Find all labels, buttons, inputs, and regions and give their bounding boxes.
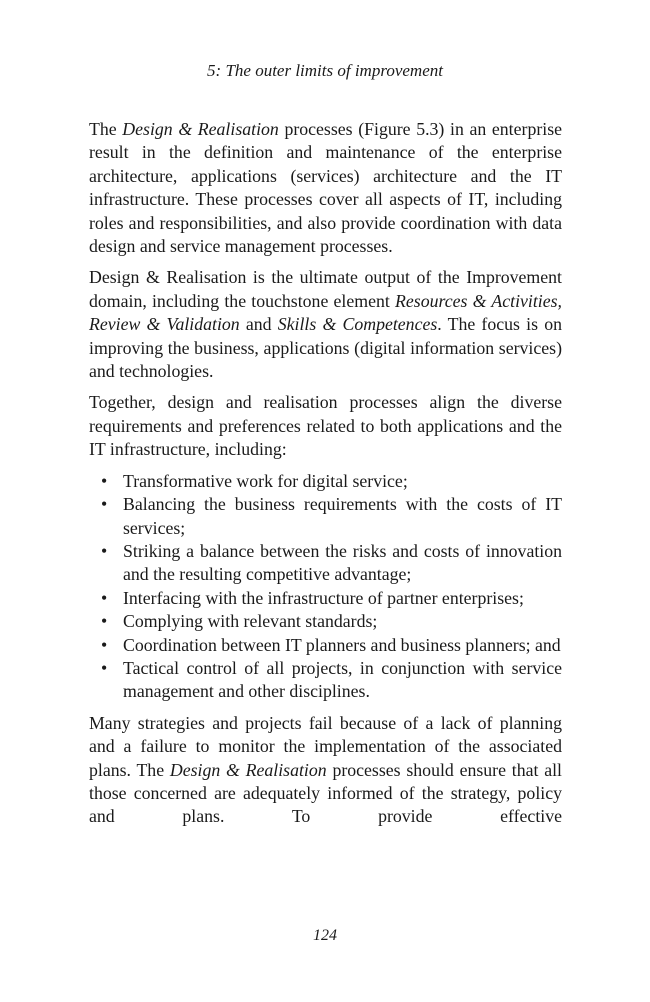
paragraph-intro bbox=[89, 118, 562, 258]
bullet-icon: • bbox=[101, 494, 108, 515]
text-run: The bbox=[89, 119, 123, 139]
bullet-icon: • bbox=[101, 611, 108, 632]
list-item-text: Coordination between IT planners and business planners; and bbox=[123, 634, 561, 655]
list-item-text: Transformative work for digital service; bbox=[123, 470, 408, 491]
list-item bbox=[89, 610, 562, 633]
page-number: 124 bbox=[313, 927, 337, 944]
text-run: processes should ensure that all those concerned are adequately informed of the strategy, policy and plans. To provide effective bbox=[89, 759, 562, 827]
text-run: Many strategies and projects fail because of a lack of planning and a failure to monitor the implementation of the associated plans. The bbox=[89, 712, 562, 780]
text-run-italic: Skills & Competences bbox=[277, 314, 438, 335]
list-item-text: Interfacing with the infrastructure of partner enterprises; bbox=[123, 587, 524, 608]
bullet-icon: • bbox=[101, 470, 108, 491]
text-run-italic: Design & Realisation bbox=[169, 759, 327, 780]
paragraph-improvement bbox=[89, 266, 562, 383]
paragraph-closing bbox=[89, 712, 562, 829]
text-run-italic: Design & Realisation bbox=[122, 119, 279, 139]
list-item bbox=[89, 470, 562, 493]
list-item bbox=[89, 587, 562, 610]
list-item-text: Striking a balance between the risks and costs of innovation and the resulting competitive advantage; bbox=[123, 540, 562, 585]
running-head: 5: The outer limits of improvement bbox=[207, 61, 443, 80]
list-item bbox=[89, 540, 562, 587]
text-run: and bbox=[239, 314, 278, 335]
text-run: . The focus is on improving the business, applications (digital information services) and technologies. bbox=[89, 314, 562, 382]
bullet-list bbox=[89, 470, 562, 704]
list-item-text: Balancing the business requirements with the costs of IT services; bbox=[123, 494, 562, 538]
bullet-icon: • bbox=[101, 634, 108, 655]
list-item-text: Complying with relevant standards; bbox=[123, 611, 378, 632]
bullet-icon: • bbox=[101, 540, 108, 561]
list-item bbox=[89, 634, 562, 657]
paragraph-together bbox=[89, 391, 562, 461]
list-item bbox=[89, 657, 562, 704]
text-run: Design & Realisation is the ultimate output of the Improvement domain, including the touchstone element bbox=[89, 267, 562, 311]
text-run: processes (Figure 5.3) in an enterprise result in the definition and maintenance of the enterprise architecture, applications (services) architecture and the IT infrastructure. These processes cover all aspects of IT, including roles and responsibilities, and also provide coordination with data design and service management processes. bbox=[89, 119, 563, 257]
text-run-italic: Resources & Activities, Review & Validation bbox=[89, 290, 562, 335]
text-run: Together, design and realisation processes align the diverse requirements and preferences related to both applications and the IT infrastructure, including: bbox=[89, 392, 562, 460]
list-item bbox=[89, 493, 562, 540]
bullet-icon: • bbox=[101, 587, 108, 608]
body-text bbox=[89, 118, 562, 829]
list-item-text: Tactical control of all projects, in conjunction with service management and other disciplines. bbox=[123, 657, 562, 702]
bullet-icon: • bbox=[101, 657, 108, 678]
